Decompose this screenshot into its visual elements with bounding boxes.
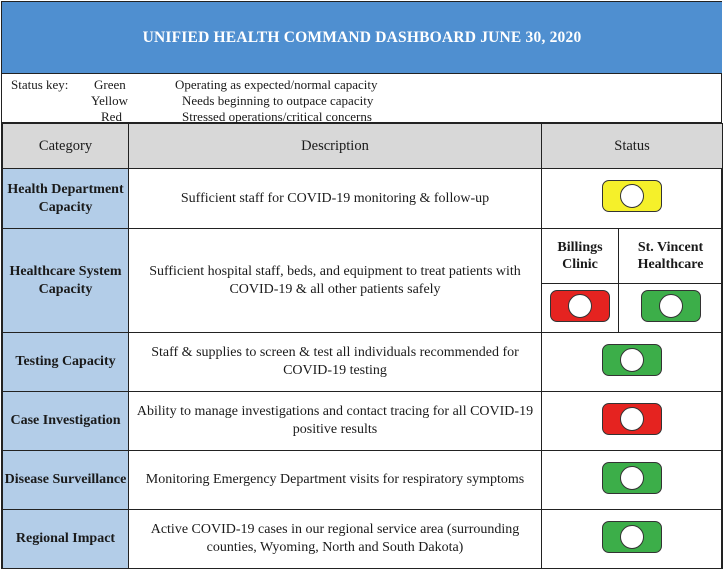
subhead-billings-clinic: Billings Clinic	[542, 229, 619, 284]
category-cell: Regional Impact	[3, 510, 129, 569]
status-key-yellow: Yellow	[91, 93, 128, 108]
status-key-green: Green	[94, 77, 126, 92]
indicator-dot	[620, 407, 644, 431]
status-key-red-meaning: Stressed operations/critical concerns	[182, 109, 372, 124]
description-cell: Sufficient staff for COVID-19 monitoring & follow-up	[129, 169, 542, 229]
status-key-label: Status key:	[11, 77, 69, 92]
category-cell: Testing Capacity	[3, 333, 129, 392]
status-cell	[542, 169, 723, 229]
header-category: Category	[3, 124, 129, 169]
dashboard-title: UNIFIED HEALTH COMMAND DASHBOARD JUNE 30, 2020	[2, 2, 722, 74]
status-table	[2, 123, 723, 569]
description-cell: Monitoring Emergency Department visits for respiratory symptoms	[129, 451, 542, 510]
status-key	[2, 74, 722, 123]
indicator-dot	[568, 294, 592, 318]
table-row	[3, 169, 723, 229]
table-row	[3, 229, 723, 284]
status-key-red: Red	[101, 109, 122, 124]
status-key-yellow-meaning: Needs beginning to outpace capacity	[182, 93, 374, 108]
description-cell: Ability to manage investigations and contact tracing for all COVID-19 positive results	[129, 392, 542, 451]
table-row	[3, 510, 723, 569]
status-key-green-meaning: Operating as expected/normal capacity	[175, 77, 378, 92]
table-row	[3, 392, 723, 451]
table-row	[3, 451, 723, 510]
description-cell: Staff & supplies to screen & test all individuals recommended for COVID-19 testing	[129, 333, 542, 392]
category-cell: Disease Surveillance	[3, 451, 129, 510]
status-indicator	[602, 403, 662, 435]
category-cell: Health Department Capacity	[3, 169, 129, 229]
category-cell: Case Investigation	[3, 392, 129, 451]
status-indicator	[602, 344, 662, 376]
table-row	[3, 333, 723, 392]
description-cell: Sufficient hospital staff, beds, and equipment to treat patients with COVID-19 & all other patients safely	[129, 229, 542, 333]
category-cell: Healthcare System Capacity	[3, 229, 129, 333]
status-cell	[619, 284, 723, 333]
status-indicator	[602, 180, 662, 212]
status-cell	[542, 284, 619, 333]
indicator-dot	[659, 294, 683, 318]
indicator-dot	[620, 525, 644, 549]
status-indicator	[602, 521, 662, 553]
indicator-dot	[620, 184, 644, 208]
status-indicator	[550, 290, 610, 322]
status-cell	[542, 510, 723, 569]
status-cell	[542, 392, 723, 451]
status-cell	[542, 451, 723, 510]
status-indicator	[641, 290, 701, 322]
header-description: Description	[129, 124, 542, 169]
indicator-dot	[620, 348, 644, 372]
header-status: Status	[542, 124, 723, 169]
subhead-st-vincent: St. Vincent Healthcare	[619, 229, 723, 284]
indicator-dot	[620, 466, 644, 490]
status-indicator	[602, 462, 662, 494]
description-cell: Active COVID-19 cases in our regional service area (surrounding counties, Wyoming, North and South Dakota)	[129, 510, 542, 569]
status-cell	[542, 333, 723, 392]
